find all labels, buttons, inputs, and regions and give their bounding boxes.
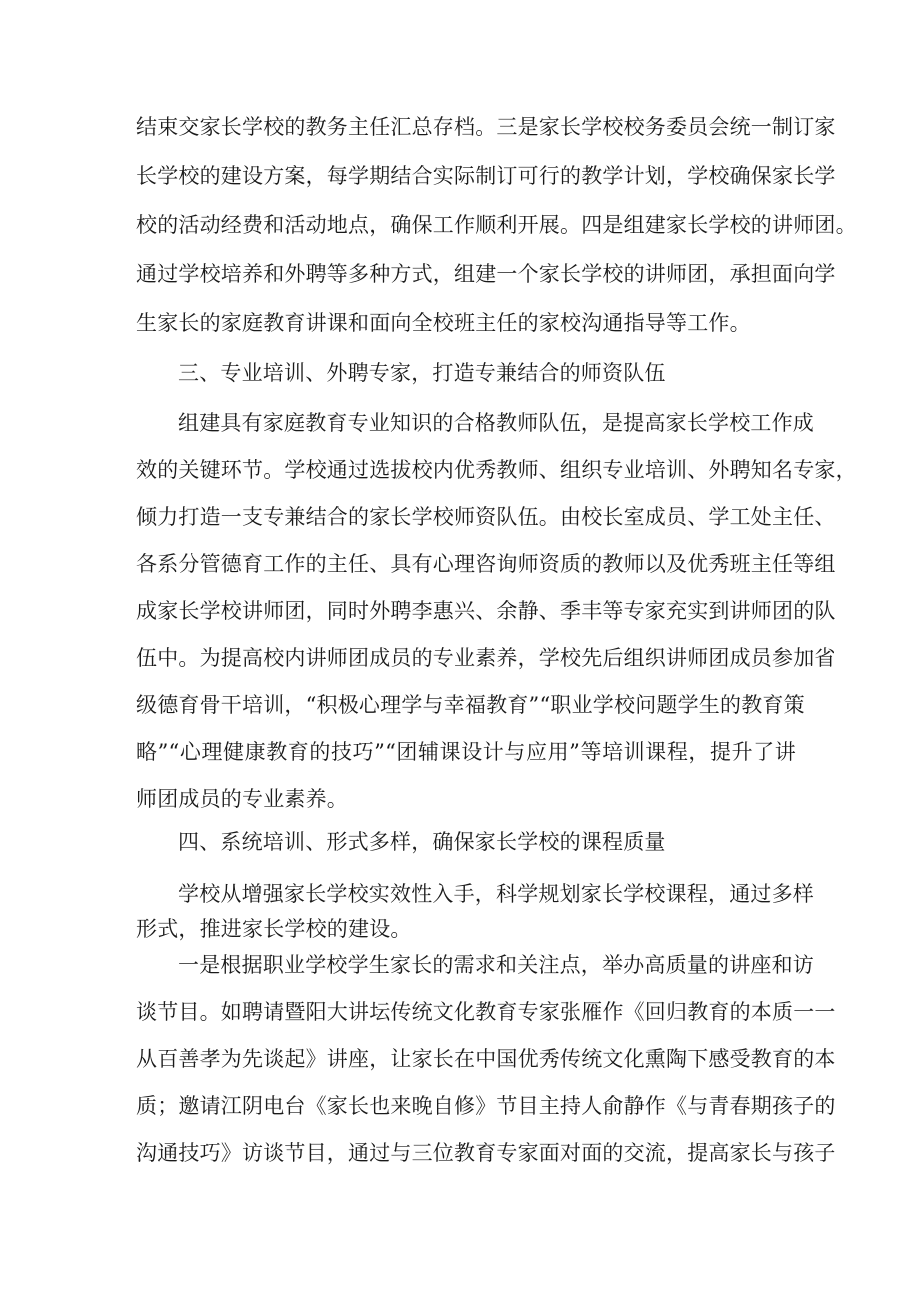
paragraph-line: 谈节目。如聘请暨阳大讲坛传统文化教育专家张雁作《回归教育的本质一一 [136,1000,836,1024]
paragraph-line: 从百善孝为先谈起》讲座，让家长在中国优秀传统文化熏陶下感受教育的本 [136,1047,836,1071]
paragraph-line: 学校从增强家长学校实效性入手，科学规划家长学校课程，通过多样 [178,882,814,906]
paragraph-line: 伍中。为提高校内讲师团成员的专业素养，学校先后组织讲师团成员参加省 [136,646,836,670]
paragraph-line: 生家长的家庭教育讲课和面向全校班主任的家校沟通指导等工作。 [136,311,751,335]
paragraph-line: 结束交家长学校的教务主任汇总存档。三是家长学校校务委员会统一制订家 [136,115,836,139]
heading-line: 四、系统培训、形式多样，确保家长学校的课程质量 [178,830,666,854]
paragraph-line: 组建具有家庭教育专业知识的合格教师队伍，是提高家长学校工作成 [178,411,814,435]
paragraph-line: 成家长学校讲师团，同时外聘李惠兴、余静、季丰等专家充实到讲师团的队 [136,599,836,623]
paragraph-line: 沟通技巧》访谈节目，通过与三位教育专家面对面的交流，提高家长与孩子 [136,1141,836,1165]
paragraph-line: 形式，推进家长学校的建设。 [136,917,412,941]
paragraph-line: 通过学校培养和外聘等多种方式，组建一个家长学校的讲师团，承担面向学 [136,262,836,286]
paragraph-line: 长学校的建设方案，每学期结合实际制订可行的教学计划，学校确保家长学 [136,164,836,188]
paragraph-line: 级德育骨干培训，“积极心理学与幸福教育”“职业学校问题学生的教育策 [136,693,805,717]
paragraph-line: 质；邀请江阴电台《家长也来晚自修》节目主持人俞静作《与青春期孩子的 [136,1094,836,1118]
heading-line: 三、专业培训、外聘专家，打造专兼结合的师资队伍 [178,361,666,385]
paragraph-line: 略”“心理健康教育的技巧”“团辅课设计与应用”等培训课程，提升了讲 [136,740,796,764]
paragraph-line: 各系分管德育工作的主任、具有心理咨询师资质的教师以及优秀班主任等组 [136,552,836,576]
paragraph-line: 一是根据职业学校学生家长的需求和关注点，举办高质量的讲座和访 [178,953,814,977]
paragraph-line: 效的关键环节。学校通过选拔校内优秀教师、组织专业培训、外聘知名专家， [136,458,857,482]
paragraph-line: 师团成员的专业素养。 [136,787,348,811]
paragraph-line: 倾力打造一支专兼结合的家长学校师资队伍。由校长室成员、学工处主任、 [136,505,836,529]
paragraph-line: 校的活动经费和活动地点，确保工作顺利开展。四是组建家长学校的讲师团。 [136,213,857,237]
